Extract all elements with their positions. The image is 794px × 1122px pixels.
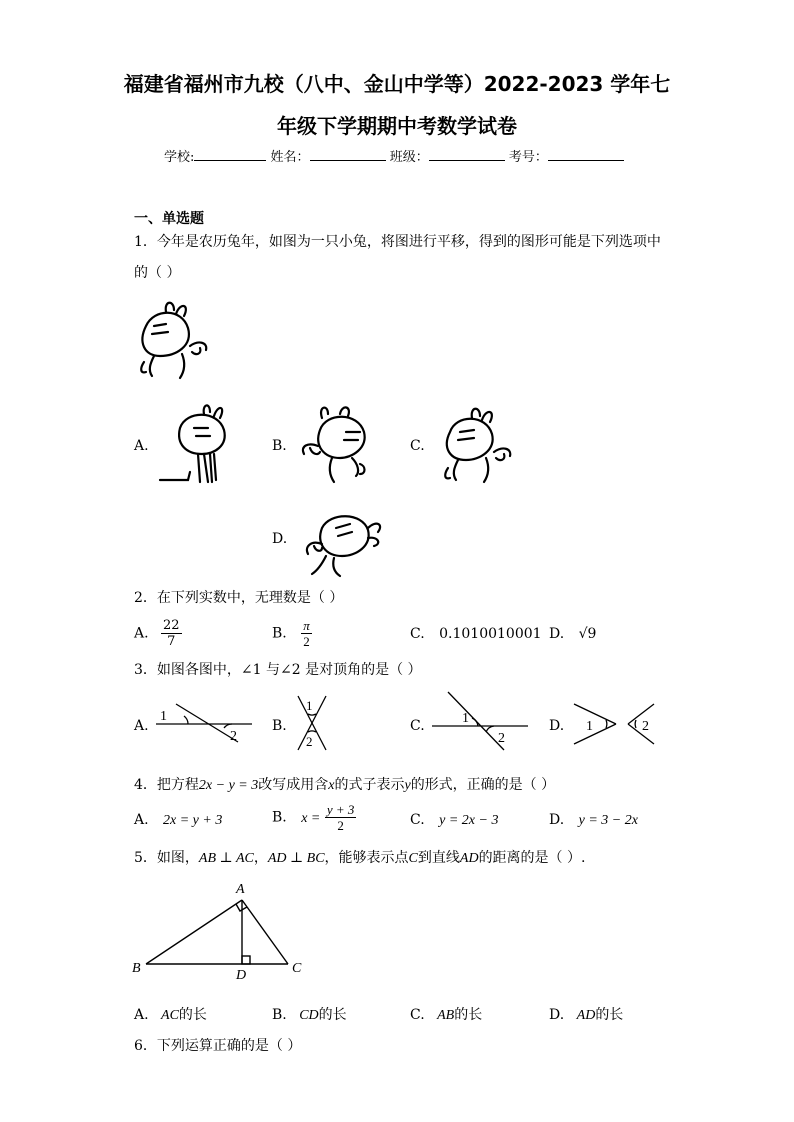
q4-option-b[interactable] bbox=[272, 802, 356, 833]
q4-a-label: A. bbox=[134, 812, 149, 828]
q3-b-angle1: 1 bbox=[306, 698, 313, 713]
class-blank[interactable] bbox=[429, 160, 505, 161]
q6-stem: 6．下列运算正确的是（ ） bbox=[134, 1038, 302, 1054]
q5-c-seg: AB bbox=[437, 1008, 455, 1023]
q5-b-seg: CD bbox=[299, 1008, 319, 1023]
q5-b-label: B. bbox=[272, 1007, 287, 1023]
q5-d-suffix: 的长 bbox=[595, 1007, 624, 1023]
q4-d-value: y = 3 − 2x bbox=[578, 813, 638, 828]
q4-stem-c: 的式子表示 bbox=[334, 777, 405, 793]
q5-label-b: B bbox=[132, 961, 141, 976]
q3-c-angle1: 1 bbox=[462, 711, 469, 726]
q3-a-angle2: 2 bbox=[230, 729, 237, 744]
q2-option-a[interactable] bbox=[134, 618, 182, 649]
rabbit-option-d-figure[interactable] bbox=[296, 502, 386, 582]
q4-b-label: B. bbox=[272, 809, 287, 826]
rabbit-original-figure bbox=[130, 298, 220, 384]
q4-d-label: D. bbox=[549, 812, 565, 828]
school-blank[interactable] bbox=[194, 160, 266, 161]
number-label: 考号： bbox=[508, 150, 548, 165]
class-label: 班级： bbox=[389, 150, 429, 165]
q5-stem bbox=[134, 848, 585, 869]
q5-c-suffix: 的长 bbox=[454, 1007, 483, 1023]
rabbit-option-a-figure[interactable] bbox=[158, 402, 238, 486]
q4-c-label: C. bbox=[410, 812, 425, 828]
q1-option-b-label[interactable]: B. bbox=[272, 438, 287, 454]
q4-option-c[interactable] bbox=[410, 812, 498, 829]
q4-c-value: y = 2x − 3 bbox=[439, 813, 499, 828]
q5-a-seg: AC bbox=[161, 1008, 179, 1023]
q5-b-suffix: 的长 bbox=[318, 1007, 347, 1023]
q4-a-value: 2x = y + 3 bbox=[163, 813, 223, 828]
q5-sep: ， bbox=[253, 850, 268, 866]
q5-option-c[interactable] bbox=[410, 1004, 482, 1024]
rabbit-option-c-figure[interactable] bbox=[436, 402, 520, 486]
q2-b-numerator: π bbox=[303, 618, 310, 633]
q2-d-label: D. bbox=[549, 626, 565, 642]
q5-cond1: AB ⊥ AC bbox=[198, 851, 254, 866]
q3-a-angle1: 1 bbox=[160, 709, 167, 724]
rabbit-option-b-figure[interactable] bbox=[296, 402, 380, 486]
q1-option-c-label[interactable]: C. bbox=[410, 438, 425, 454]
q2-d-value: √9 bbox=[578, 626, 597, 642]
q3-d-label[interactable]: D. bbox=[549, 718, 565, 734]
q4-option-a[interactable] bbox=[134, 812, 222, 829]
q2-c-label: C. bbox=[410, 626, 425, 642]
q1-stem-line2: 的（ ） bbox=[134, 265, 181, 281]
q4-var-y: y bbox=[404, 778, 411, 793]
q2-c-value: 0.1010010001 bbox=[439, 626, 542, 642]
q4-b-denominator: 2 bbox=[337, 818, 344, 833]
q2-b-label: B. bbox=[272, 625, 287, 642]
q3-d-angle1: 1 bbox=[586, 719, 593, 734]
q3-option-c-figure[interactable] bbox=[430, 690, 534, 752]
q5-stem-b: ，能够表示点 bbox=[324, 850, 409, 866]
q4-stem-d: 的形式，正确的是（ ） bbox=[410, 777, 556, 793]
q5-stem-c: 到直线 bbox=[417, 850, 460, 866]
q4-var-x: x bbox=[328, 778, 335, 793]
q5-triangle-figure bbox=[128, 880, 318, 980]
q3-option-b-figure[interactable] bbox=[292, 692, 334, 754]
q3-c-angle2: 2 bbox=[498, 731, 505, 746]
q1-stem-line1: 1．今年是农历兔年，如图为一只小兔，将图进行平移，得到的图形可能是下列选项中 bbox=[134, 234, 661, 250]
q3-option-a-figure[interactable] bbox=[154, 698, 254, 746]
q5-label-d: D bbox=[236, 968, 247, 980]
q4-b-fraction bbox=[325, 802, 357, 833]
number-blank[interactable] bbox=[548, 160, 624, 161]
q5-cond2: AD ⊥ BC bbox=[267, 851, 325, 866]
q2-stem: 2．在下列实数中，无理数是（ ） bbox=[134, 590, 344, 606]
q3-option-d-figure[interactable] bbox=[570, 700, 660, 746]
q4-equation: 2x − y = 3 bbox=[198, 778, 259, 793]
q5-label-c: C bbox=[292, 961, 302, 976]
q2-b-fraction bbox=[301, 618, 312, 649]
q2-a-denominator: 7 bbox=[167, 634, 176, 649]
q4-stem-a: 4．把方程 bbox=[134, 777, 199, 793]
q2-option-d[interactable] bbox=[549, 626, 596, 642]
q5-a-label: A. bbox=[134, 1007, 149, 1023]
q5-stem-a: 5．如图， bbox=[134, 850, 199, 866]
name-label: 姓名： bbox=[270, 150, 310, 165]
q5-line-ad: AD bbox=[459, 851, 479, 866]
q4-b-numerator: y + 3 bbox=[326, 802, 355, 817]
q1-option-d-label[interactable]: D. bbox=[272, 531, 288, 547]
q5-d-label: D. bbox=[549, 1007, 565, 1023]
section-heading: 一、单选题 bbox=[134, 211, 204, 227]
q5-option-b[interactable] bbox=[272, 1004, 347, 1024]
q2-a-label: A. bbox=[134, 625, 149, 642]
title-line-2: 年级下学期期中考数学试卷 bbox=[277, 114, 517, 138]
q1-option-a-label[interactable]: A. bbox=[134, 438, 149, 454]
q5-option-d[interactable] bbox=[549, 1004, 623, 1024]
q4-stem-b: 改写成用含 bbox=[258, 777, 329, 793]
q2-option-c[interactable] bbox=[410, 626, 542, 642]
q5-d-seg: AD bbox=[576, 1008, 596, 1023]
q2-option-b[interactable] bbox=[272, 618, 312, 649]
q5-option-a[interactable] bbox=[134, 1004, 207, 1024]
q5-a-suffix: 的长 bbox=[178, 1007, 207, 1023]
q3-a-label[interactable]: A. bbox=[134, 718, 149, 734]
q2-b-denominator: 2 bbox=[303, 634, 310, 649]
name-blank[interactable] bbox=[310, 160, 386, 161]
title-line-1: 福建省福州市九校（八中、金山中学等）2022-2023 学年七 bbox=[123, 72, 671, 96]
q3-stem: 3．如图各图中，∠1 与∠2 是对顶角的是（ ） bbox=[134, 662, 422, 678]
student-info-line bbox=[164, 146, 624, 165]
q2-a-fraction bbox=[161, 618, 182, 649]
q3-b-label[interactable]: B. bbox=[272, 718, 287, 734]
q3-d-angle2: 2 bbox=[642, 719, 649, 734]
q4-stem bbox=[134, 775, 555, 796]
q4-option-d[interactable] bbox=[549, 812, 638, 829]
q5-label-a: A bbox=[236, 882, 245, 897]
q5-point-c: C bbox=[408, 851, 418, 866]
q3-c-label[interactable]: C. bbox=[410, 718, 425, 734]
q2-a-numerator: 22 bbox=[163, 618, 180, 633]
q3-b-angle2: 2 bbox=[306, 734, 313, 749]
q5-c-label: C. bbox=[410, 1007, 425, 1023]
q5-stem-d: 的距离的是（ ）. bbox=[478, 850, 586, 866]
school-label: 学校: bbox=[164, 150, 195, 165]
q4-b-left: x = bbox=[301, 810, 321, 826]
